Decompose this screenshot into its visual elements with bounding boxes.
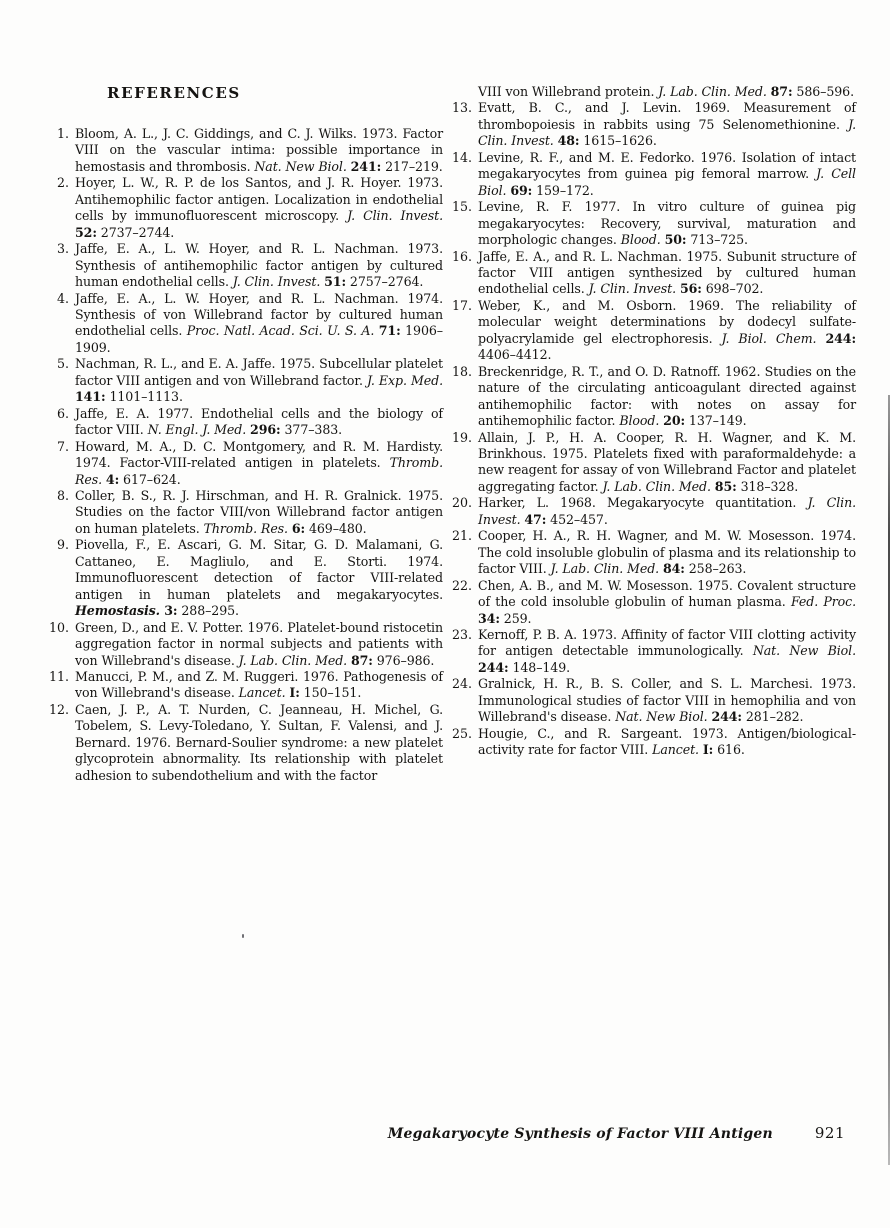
reference-item [450,528,856,577]
reference-text: Gralnick, H. R., B. S. Coller, and S. L. Marchesi. 1973. Immunological studies of factor VIII in hemophilia and von Willebrand's disease. Nat. New Biol. 244: 281–282. [478,676,856,725]
reference-item [49,702,443,784]
reference-item [450,627,856,676]
reference-item [49,439,443,488]
reference-text: Piovella, F., E. Ascari, G. M. Sitar, G. D. Malamani, G. Cattaneo, E. Magliulo, and E. Storti. 1974. Immunofluorescent detection of factor VIII-related antigen in human platelets and megakaryocytes. Hemostasis. 3: 288–295. [75,537,443,619]
reference-text: Allain, J. P., H. A. Cooper, R. H. Wagner, and K. M. Brinkhous. 1975. Platelets fixed with paraformaldehyde: a new reagent for assay of von Willebrand Factor and platelet aggregating factor. J. Lab. Clin. Med. 85: 318–328. [478,429,856,494]
reference-item [450,430,856,496]
reference-number: 16. [451,248,472,264]
reference-item [450,100,856,149]
reference-text: Cooper, H. A., R. H. Wagner, and M. W. Mosesson. 1974. The cold insoluble globulin of plasma and its relationship to factor VIII. J. Lab. Clin. Med. 84: 258–263. [478,528,856,577]
reference-number: 12. [49,701,70,717]
reference-number: 3. [56,241,69,257]
reference-text: Breckenridge, R. T., and O. D. Ratnoff. 1962. Studies on the nature of the circulating anticoagulant directed against antihemophilic factor: with notes on assay for antihemophilic factor. Blood. 20: 137–149. [478,363,856,429]
reference-item [49,620,443,669]
reference-item [49,126,443,175]
reference-number: 13. [451,100,472,116]
reference-item [49,241,443,290]
reference-text: Kernoff, P. B. A. 1973. Affinity of factor VIII clotting activity for antigen detectable immunologically. Nat. New Biol. 244: 148–149. [478,626,856,675]
reference-number: 21. [451,528,472,544]
reference-number: 14. [451,149,472,165]
reference-item [450,150,856,199]
reference-item [450,495,856,528]
reference-item [450,249,856,298]
reference-item [49,537,443,619]
reference-number: 22. [451,577,472,593]
reference-list-left [49,126,443,784]
reference-text: Caen, J. P., A. T. Nurden, C. Jeanneau, H. Michel, G. Tobelem, S. Levy-Toledano, Y. Sultan, F. Valensi, and J. Bernard. 1976. Bernard-Soulier syndrome: a new platelet glycoprotein abnormality. Its relationship with platelet adhesion to subendothelium and with the factor [75,701,443,783]
reference-item [450,364,856,430]
reference-text: Harker, L. 1968. Megakaryocyte quantitation. J. Clin. Invest. 47: 452–457. [478,495,856,527]
reference-number: 11. [49,668,70,684]
reference-item [450,726,856,759]
references-column-left [49,84,443,784]
reference-text: Jaffe, E. A. 1977. Endothelial cells and the biology of factor VIII. N. Engl. J. Med. 296: 377–383. [75,405,443,438]
reference-item [49,669,443,702]
reference-number: 18. [451,363,472,379]
references-heading: REFERENCES [107,84,241,102]
reference-number: 7. [56,438,69,454]
reference-item [49,175,443,241]
reference-number: 10. [49,619,70,635]
reference-text: Levine, R. F., and M. E. Fedorko. 1976. Isolation of intact megakaryocytes from guinea pig femoral marrow. J. Cell Biol. 69: 159–172. [478,149,856,198]
reference-number: 15. [451,199,472,215]
reference-number: 4. [56,290,69,306]
reference-text: Coller, B. S., R. J. Hirschman, and H. R. Gralnick. 1975. Studies on the factor VIII/von Willebrand factor antigen on human platelets. Thromb. Res. 6: 469–480. [75,487,443,536]
running-title: Megakaryocyte Synthesis of Factor VIII Antigen [387,1126,773,1142]
reference-text: Jaffe, E. A., and R. L. Nachman. 1975. Subunit structure of factor VIII antigen synthesized by cultured human endothelial cells. J. Clin. Invest. 56: 698–702. [478,248,856,297]
reference-number: 2. [56,175,69,191]
reference-number: 24. [451,676,472,692]
reference-list-right [450,84,856,759]
page-number: 921 [814,1124,845,1142]
reference-number: 8. [56,487,69,503]
reference-text: Bloom, A. L., J. C. Giddings, and C. J. Wilks. 1973. Factor VIII on the vascular intima: possible importance in hemostasis and thrombosis. Nat. New Biol. 241: 217–219. [75,126,443,174]
reference-text: Howard, M. A., D. C. Montgomery, and R. M. Hardisty. 1974. Factor-VIII-related antigen in platelets. Thromb. Res. 4: 617–624. [75,438,443,487]
reference-number: 5. [56,356,69,372]
reference-text: Hoyer, L. W., R. P. de los Santos, and J. R. Hoyer. 1973. Antihemophilic factor antigen. Localization in endothelial cells by immunofluorescent microscopy. J. Clin. Invest. 52: 2737–2744. [75,175,443,240]
reference-text: Green, D., and E. V. Potter. 1976. Platelet-bound ristocetin aggregation factor in normal subjects and patients with von Willebrand's disease. J. Lab. Clin. Med. 87: 976–986. [75,619,443,668]
page-footer [388,1124,845,1142]
reference-text: Manucci, P. M., and Z. M. Ruggeri. 1976. Pathogenesis of von Willebrand's disease. Lancet. I: 150–151. [75,668,443,701]
reference-item [450,298,856,364]
ink-speck-artifact [242,934,244,938]
reference-number: 6. [56,405,69,421]
reference-number: 23. [451,626,472,642]
reference-item [450,84,856,100]
references-column-right [450,84,856,784]
reference-text: Jaffe, E. A., L. W. Hoyer, and R. L. Nachman. 1974. Synthesis of von Willebrand factor by cultured human endothelial cells. Proc. Natl. Acad. Sci. U. S. A. 71: 1906–1909. [75,290,443,355]
reference-item [49,488,443,537]
reference-number: 9. [56,537,69,553]
references-columns [49,84,856,784]
reference-text: Levine, R. F. 1977. In vitro culture of guinea pig megakaryocytes: Recovery, survival, maturation and morphologic changes. Blood. 50: 713–725. [478,199,856,248]
reference-number: 19. [451,429,472,445]
reference-item [49,356,443,405]
reference-text: Nachman, R. L., and E. A. Jaffe. 1975. Subcellular platelet factor VIII antigen and von Willebrand factor. J. Exp. Med. 141: 1101–1113. [75,356,443,405]
reference-text: Evatt, B. C., and J. Levin. 1969. Measurement of thrombopoiesis in rabbits using 75 Selenomethionine. J. Clin. Invest. 48: 1615–1626. [478,100,856,149]
reference-text: Chen, A. B., and M. W. Mosesson. 1975. Covalent structure of the cold insoluble globulin of human plasma. Fed. Proc. 34: 259. [478,577,856,626]
reference-item [450,578,856,627]
reference-number: 25. [451,725,472,741]
reference-text: Hougie, C., and R. Sargeant. 1973. Antigen/biological-activity rate for factor VIII. Lancet. I: 616. [478,725,856,758]
reference-number: 1. [56,126,69,141]
reference-item [450,199,856,248]
reference-item [49,291,443,357]
reference-number: 20. [451,495,472,511]
reference-item [450,676,856,725]
reference-text: Weber, K., and M. Osborn. 1969. The reliability of molecular weight determinations by dodecyl sulfate-polyacrylamide gel electrophoresis. J. Biol. Chem. 244: 4406–4412. [478,297,856,363]
reference-text: Jaffe, E. A., L. W. Hoyer, and R. L. Nachman. 1973. Synthesis of antihemophilic factor antigen by cultured human endothelial cells. J. Clin. Invest. 51: 2757–2764. [75,241,443,290]
reference-number: 17. [451,297,472,313]
reference-text: VIII von Willebrand protein. J. Lab. Clin. Med. 87: 586–596. [478,84,854,99]
reference-item [49,406,443,439]
